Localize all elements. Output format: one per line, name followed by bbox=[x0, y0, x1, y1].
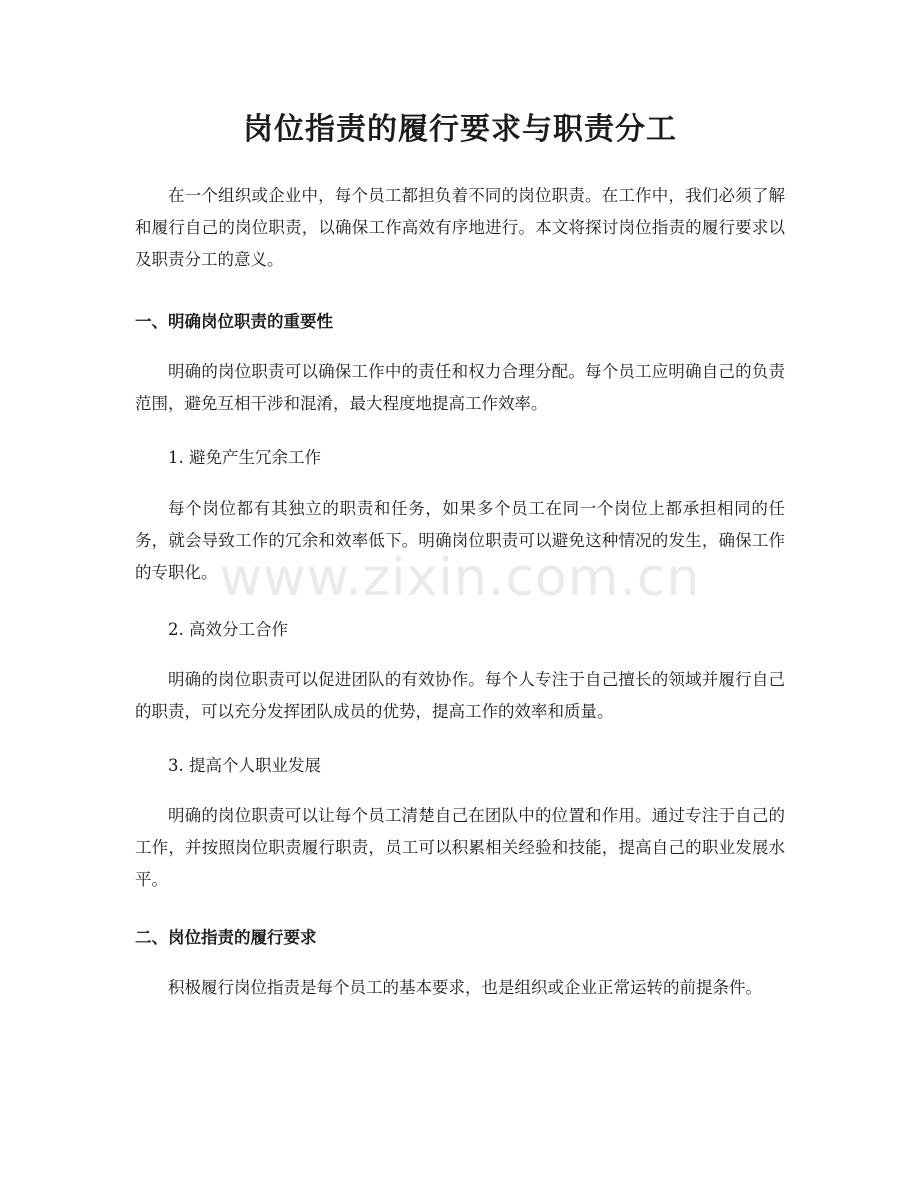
section-1-heading: 一、明确岗位职责的重要性 bbox=[135, 312, 333, 331]
item-1-text: 每个岗位都有其独立的职责和任务，如果多个员工在同一个岗位上都承担相同的任务，就会导致工作的冗余和效率低下。明确岗位职责可以避免这种情况的发生，确保工作的专职化。 bbox=[135, 499, 785, 582]
intro-paragraph: 在一个组织或企业中，每个员工都担负着不同的岗位职责。在工作中，我们必须了解和履行自己的岗位职责，以确保工作高效有序地进行。本文将探讨岗位指责的履行要求以及职责分工的意义。 bbox=[135, 186, 785, 269]
page-title: 岗位指责的履行要求与职责分工 bbox=[243, 112, 677, 147]
section-1-paragraph: 明确的岗位职责可以确保工作中的责任和权力合理分配。每个员工应明确自己的负责范围，避免互相干涉和混淆，最大程度地提高工作效率。 bbox=[135, 362, 785, 413]
section-2-heading: 二、岗位指责的履行要求 bbox=[135, 928, 317, 947]
section-2-paragraph: 积极履行岗位指责是每个员工的基本要求，也是组织或企业正常运转的前提条件。 bbox=[168, 978, 762, 997]
item-2-title: 2. 高效分工合作 bbox=[168, 620, 288, 639]
item-1-title: 1. 避免产生冗余工作 bbox=[168, 448, 321, 467]
watermark: www.zixin.com.cn bbox=[219, 548, 701, 608]
item-2-text: 明确的岗位职责可以促进团队的有效协作。每个人专注于自己擅长的领域并履行自己的职责，可以充分发挥团队成员的优势，提高工作的效率和质量。 bbox=[135, 670, 785, 721]
item-3-text: 明确的岗位职责可以让每个员工清楚自己在团队中的位置和作用。通过专注于自己的工作，并按照岗位职责履行职责，员工可以积累相关经验和技能，提高自己的职业发展水平。 bbox=[135, 806, 785, 889]
item-3-title: 3. 提高个人职业发展 bbox=[168, 756, 321, 775]
